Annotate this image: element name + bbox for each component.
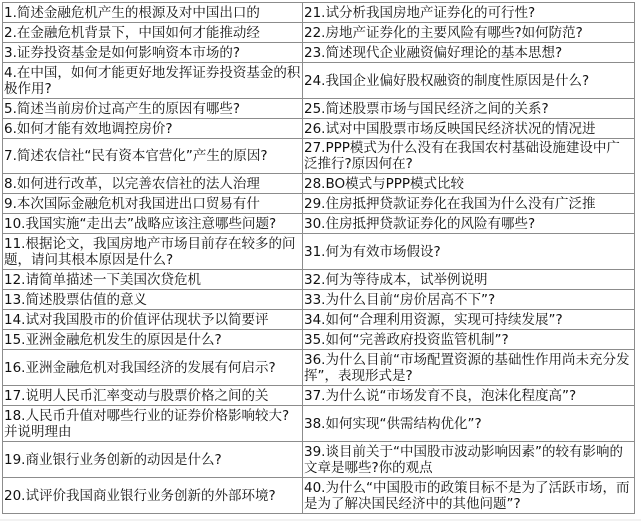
table-cell[interactable]: 38.如何实现“供需结构优化”?	[303, 406, 635, 442]
table-row	[3, 478, 635, 514]
table-cell[interactable]: 19.商业银行业务创新的动因是什么?	[3, 442, 303, 478]
table-cell[interactable]: 39.谈目前关于“中国股市波动影响因素”的较有影响的文章是哪些?你的观点	[303, 442, 635, 478]
table-cell[interactable]: 27.PPP模式为什么没有在我国农村基础设施建设中广泛推行?原因何在?	[303, 139, 635, 174]
table-cell[interactable]: 10.我国实施“走出去”战略应该注意哪些问题?	[3, 214, 303, 234]
table-row	[3, 194, 635, 214]
table-cell[interactable]: 20.试评价我国商业银行业务创新的外部环境?	[3, 478, 303, 514]
table-cell[interactable]: 33.为什么目前“房价居高不下”?	[303, 290, 635, 310]
table-row	[3, 23, 635, 43]
table-cell[interactable]: 13.简述股票估值的意义	[3, 290, 303, 310]
table-row	[3, 330, 635, 350]
table-row	[3, 442, 635, 478]
table-cell[interactable]: 36.为什么目前“市场配置资源的基础性作用尚未充分发挥”，表现形式是?	[303, 350, 635, 386]
table-row	[3, 234, 635, 270]
table-row	[3, 270, 635, 290]
table-cell[interactable]: 5.简述当前房价过高产生的原因有哪些?	[3, 99, 303, 119]
table-row	[3, 3, 635, 23]
table-row	[3, 174, 635, 194]
table-cell[interactable]: 31.何为有效市场假设?	[303, 234, 635, 270]
table-row	[3, 386, 635, 406]
table-cell[interactable]: 14.试对我国股市的价值评估现状予以简要评	[3, 310, 303, 330]
table-cell[interactable]: 9.本次国际金融危机对我国进出口贸易有什	[3, 194, 303, 214]
table-cell[interactable]: 1.简述金融危机产生的根源及对中国出口的	[3, 3, 303, 23]
table-cell[interactable]: 4.在中国，如何才能更好地发挥证券投资基金的积极作用?	[3, 63, 303, 99]
table-row	[3, 43, 635, 63]
table-cell[interactable]: 26.试对中国股票市场反映国民经济状况的情况进	[303, 119, 635, 139]
table-cell[interactable]: 17.说明人民币汇率变动与股票价格之间的关	[3, 386, 303, 406]
table-row	[3, 139, 635, 174]
table-cell[interactable]: 29.住房抵押贷款证券化在我国为什么没有广泛推	[303, 194, 635, 214]
table-cell[interactable]: 35.如何“完善政府投资监管机制”?	[303, 330, 635, 350]
table-cell[interactable]: 30.住房抵押贷款证券化的风险有哪些?	[303, 214, 635, 234]
table-cell[interactable]: 6.如何才能有效地调控房价?	[3, 119, 303, 139]
table-row	[3, 290, 635, 310]
table-cell[interactable]: 8.如何进行改革，以完善农信社的法人治理	[3, 174, 303, 194]
table-cell[interactable]: 15.亚洲金融危机发生的原因是什么?	[3, 330, 303, 350]
table-row	[3, 350, 635, 386]
table-cell[interactable]: 40.为什么“中国股市的政策目标不是为了活跃市场，而是为了解决国民经济中的其他问题”?	[303, 478, 635, 514]
table-cell[interactable]: 18.人民币升值对哪些行业的证券价格影响较大?并说明理由	[3, 406, 303, 442]
table-cell[interactable]: 23.简述现代企业融资偏好理论的基本思想?	[303, 43, 635, 63]
table-cell[interactable]: 12.请简单描述一下美国次贷危机	[3, 270, 303, 290]
table-row	[3, 99, 635, 119]
table-cell[interactable]: 37.为什么说“市场发育不良，泡沫化程度高”?	[303, 386, 635, 406]
table-cell[interactable]: 22.房地产证券化的主要风险有哪些?如何防范?	[303, 23, 635, 43]
table-cell[interactable]: 25.简述股票市场与国民经济之间的关系?	[303, 99, 635, 119]
table-cell[interactable]: 3.证券投资基金是如何影响资本市场的?	[3, 43, 303, 63]
table-row	[3, 310, 635, 330]
questions-table	[2, 2, 635, 514]
table-cell[interactable]: 11.根据论文，我国房地产市场目前存在较多的问题，请问其根本原因是什么?	[3, 234, 303, 270]
table-cell[interactable]: 24.我国企业偏好股权融资的制度性原因是什么?	[303, 63, 635, 99]
table-row	[3, 406, 635, 442]
table-cell[interactable]: 21.试分析我国房地产证券化的可行性?	[303, 3, 635, 23]
table-row	[3, 63, 635, 99]
table-row	[3, 119, 635, 139]
table-cell[interactable]: 2.在金融危机背景下，中国如何才能推动经	[3, 23, 303, 43]
table-row	[3, 214, 635, 234]
table-cell[interactable]: 34.如何“合理利用资源，实现可持续发展”?	[303, 310, 635, 330]
table-cell[interactable]: 28.BO模式与PPP模式比较	[303, 174, 635, 194]
table-cell[interactable]: 32.何为等待成本，试举例说明	[303, 270, 635, 290]
table-cell[interactable]: 7.简述农信社“民有资本官营化”产生的原因?	[3, 139, 303, 174]
table-cell[interactable]: 16.亚洲金融危机对我国经济的发展有何启示?	[3, 350, 303, 386]
table-body	[3, 3, 635, 514]
